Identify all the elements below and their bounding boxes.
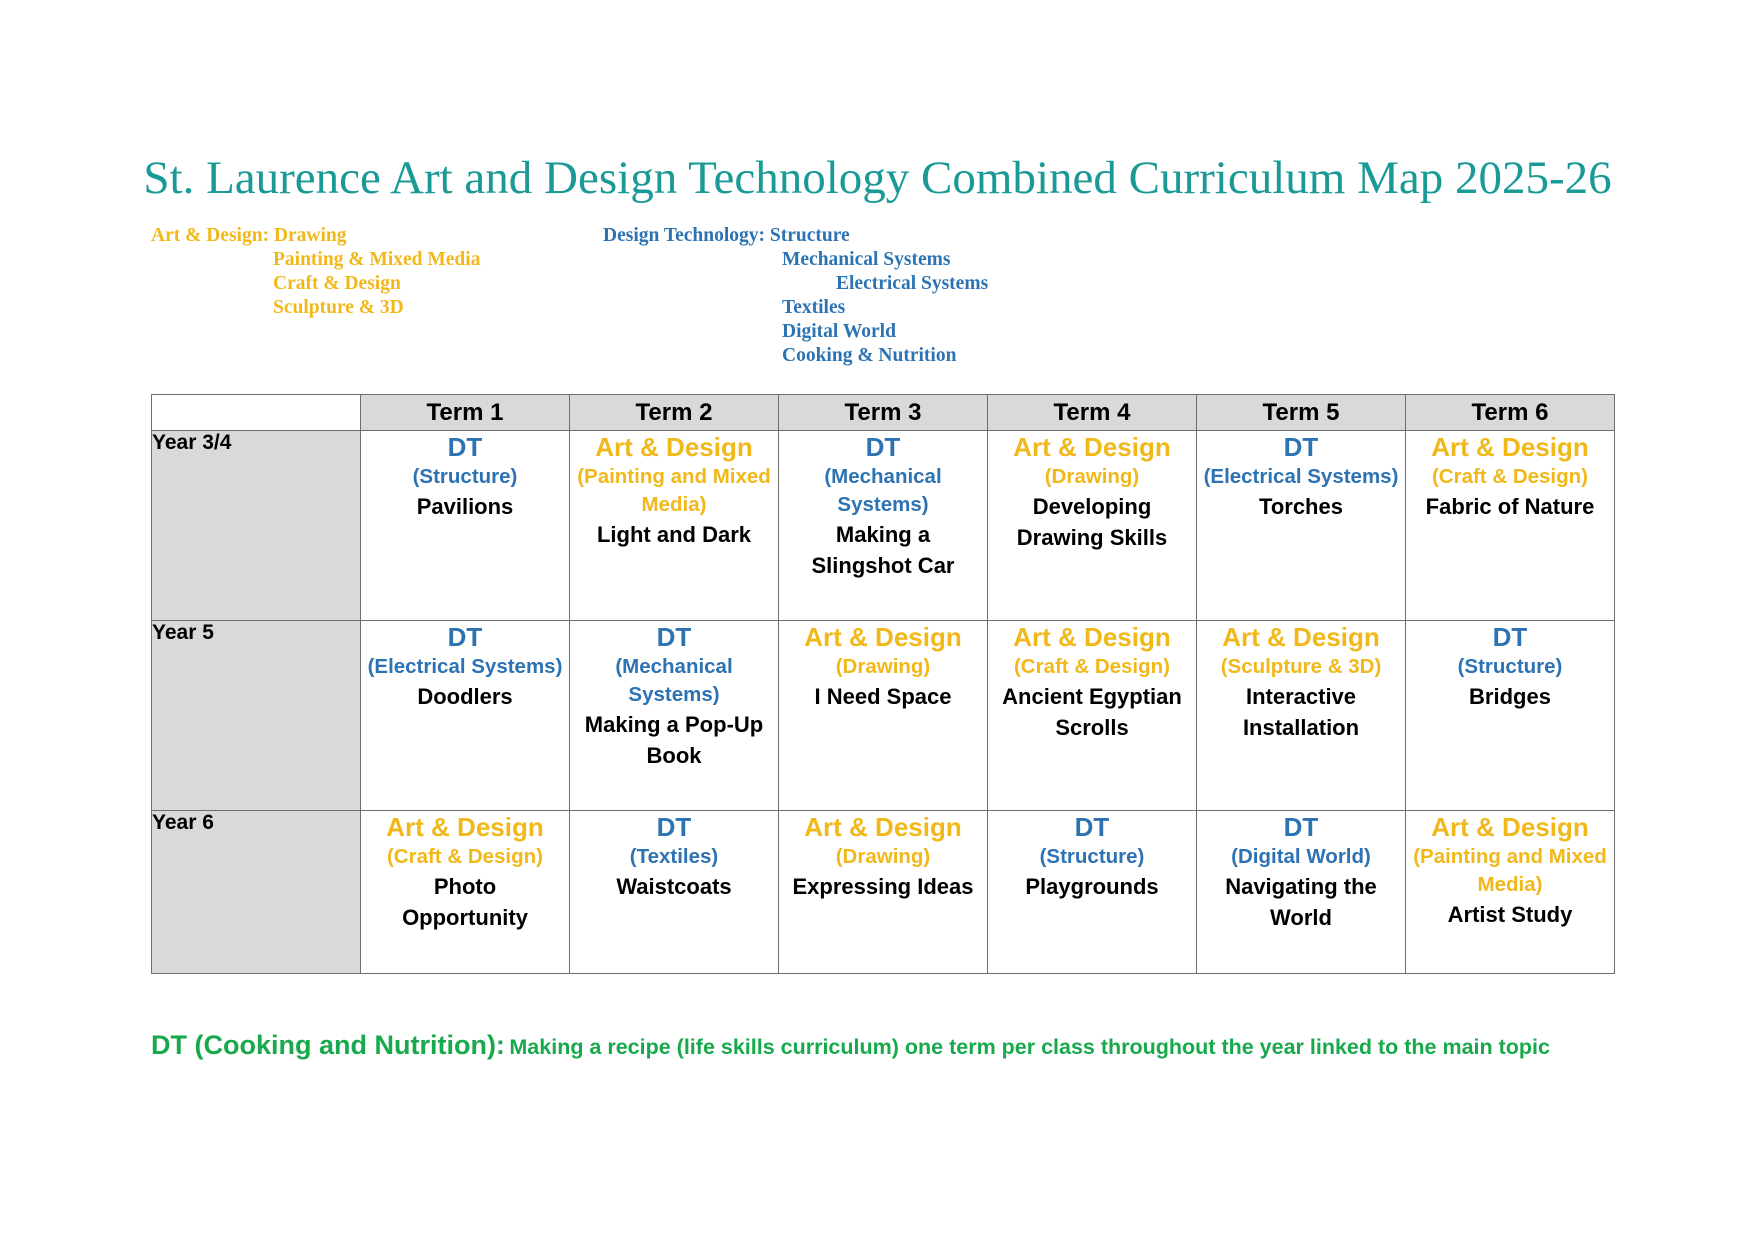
strand-label: (Craft & Design): [386, 845, 544, 868]
term-header: Term 6: [1406, 395, 1615, 431]
curriculum-cell: [779, 811, 988, 974]
subject-label: Art & Design: [595, 432, 753, 462]
strand-label: (Mechanical Systems): [615, 655, 733, 706]
footer-text: Making a recipe (life skills curriculum) one term per class throughout the year linked to the main topic: [509, 1035, 1550, 1059]
curriculum-cell: [1197, 621, 1406, 811]
curriculum-cell: [570, 811, 779, 974]
subject-label: Art & Design: [1013, 432, 1171, 462]
strand-label: (Craft & Design): [1431, 465, 1589, 488]
topic-label: Artist Study: [1447, 902, 1573, 927]
year-row: [152, 811, 1615, 974]
topic-label: Expressing Ideas: [792, 874, 974, 899]
curriculum-cell: [570, 621, 779, 811]
subject-label: DT: [1283, 812, 1319, 842]
topic-label: Pavilions: [416, 494, 514, 519]
art-design-legend-item: Craft & Design: [273, 273, 401, 294]
topic-label: I Need Space: [814, 684, 952, 709]
curriculum-cell: [361, 431, 570, 621]
subject-label: DT: [656, 622, 692, 652]
strand-label: (Drawing): [835, 845, 931, 868]
curriculum-cell: [1406, 621, 1615, 811]
topic-label: Torches: [1259, 494, 1343, 519]
dt-legend-label: Design Technology: Structure: [603, 225, 850, 246]
strand-label: (Structure): [1457, 655, 1563, 678]
strand-label: (Drawing): [1044, 465, 1140, 488]
strand-label: (Structure): [412, 465, 518, 488]
year-label: Year 5: [152, 621, 361, 811]
subject-label: DT: [1074, 812, 1110, 842]
dt-legend-item: Digital World: [782, 321, 896, 342]
topic-label: Navigating the World: [1225, 874, 1377, 930]
cooking-nutrition-note: [151, 1030, 1550, 1061]
term-header: Term 1: [361, 395, 570, 431]
curriculum-cell: [361, 811, 570, 974]
subject-label: DT: [656, 812, 692, 842]
subject-label: Art & Design: [804, 812, 962, 842]
topic-label: Bridges: [1469, 684, 1551, 709]
strand-label: (Painting and Mixed Media): [577, 465, 771, 516]
subject-label: Art & Design: [1431, 432, 1589, 462]
topic-label: Playgrounds: [1025, 874, 1159, 899]
curriculum-cell: [988, 811, 1197, 974]
page-title: St. Laurence Art and Design Technology Combined Curriculum Map 2025-26: [143, 152, 1612, 204]
topic-label: Ancient Egyptian Scrolls: [1002, 684, 1182, 740]
curriculum-table: [151, 394, 1615, 974]
strand-label: (Digital World): [1231, 845, 1371, 868]
year-label: Year 3/4: [152, 431, 361, 621]
topic-label: Making a Pop-Up Book: [584, 712, 764, 768]
dt-legend-item: Textiles: [782, 297, 846, 318]
subject-label: Art & Design: [1431, 812, 1589, 842]
term-header: Term 2: [570, 395, 779, 431]
topic-label: Developing Drawing Skills: [1016, 494, 1168, 550]
strand-label: (Electrical Systems): [1203, 465, 1399, 488]
table-corner: [152, 395, 361, 431]
subject-label: DT: [447, 622, 483, 652]
dt-legend-item: Cooking & Nutrition: [782, 345, 957, 366]
curriculum-cell: [1406, 811, 1615, 974]
year-label: Year 6: [152, 811, 361, 974]
topic-label: Fabric of Nature: [1425, 494, 1595, 519]
strand-label: (Electrical Systems): [367, 655, 563, 678]
strand-label: (Mechanical Systems): [824, 465, 942, 516]
topic-label: Waistcoats: [616, 874, 732, 899]
topic-label: Making a Slingshot Car: [811, 522, 955, 578]
curriculum-cell: [1406, 431, 1615, 621]
subject-label: DT: [1283, 432, 1319, 462]
art-design-legend-item: Sculpture & 3D: [273, 297, 404, 318]
term-header: Term 5: [1197, 395, 1406, 431]
strand-label: (Textiles): [629, 845, 719, 868]
dt-legend-item: Electrical Systems: [836, 273, 989, 294]
curriculum-cell: [570, 431, 779, 621]
curriculum-cell: [988, 621, 1197, 811]
topic-label: Interactive Installation: [1242, 684, 1360, 740]
strand-label: (Craft & Design): [1013, 655, 1171, 678]
subject-label: Art & Design: [1013, 622, 1171, 652]
footer-lead: DT (Cooking and Nutrition):: [151, 1030, 505, 1060]
curriculum-cell: [779, 621, 988, 811]
curriculum-cell: [1197, 431, 1406, 621]
year-row: [152, 621, 1615, 811]
strand-label: (Structure): [1039, 845, 1145, 868]
subject-label: DT: [447, 432, 483, 462]
art-design-legend-label: Art & Design: Drawing: [151, 225, 347, 246]
term-header: Term 4: [988, 395, 1197, 431]
topic-label: Doodlers: [417, 684, 513, 709]
topic-label: Light and Dark: [596, 522, 751, 547]
curriculum-cell: [779, 431, 988, 621]
topic-label: Photo Opportunity: [402, 874, 528, 930]
term-header: Term 3: [779, 395, 988, 431]
strand-label: (Painting and Mixed Media): [1413, 845, 1607, 896]
subject-label: DT: [865, 432, 901, 462]
dt-legend-item: Mechanical Systems: [782, 249, 951, 270]
term-header-row: [152, 395, 1615, 431]
subject-label: Art & Design: [386, 812, 544, 842]
year-row: [152, 431, 1615, 621]
subject-label: Art & Design: [1222, 622, 1380, 652]
curriculum-cell: [988, 431, 1197, 621]
subject-label: DT: [1492, 622, 1528, 652]
art-design-legend-item: Painting & Mixed Media: [273, 249, 481, 270]
curriculum-cell: [1197, 811, 1406, 974]
subject-label: Art & Design: [804, 622, 962, 652]
strand-label: (Sculpture & 3D): [1220, 655, 1382, 678]
strand-label: (Drawing): [835, 655, 931, 678]
curriculum-cell: [361, 621, 570, 811]
